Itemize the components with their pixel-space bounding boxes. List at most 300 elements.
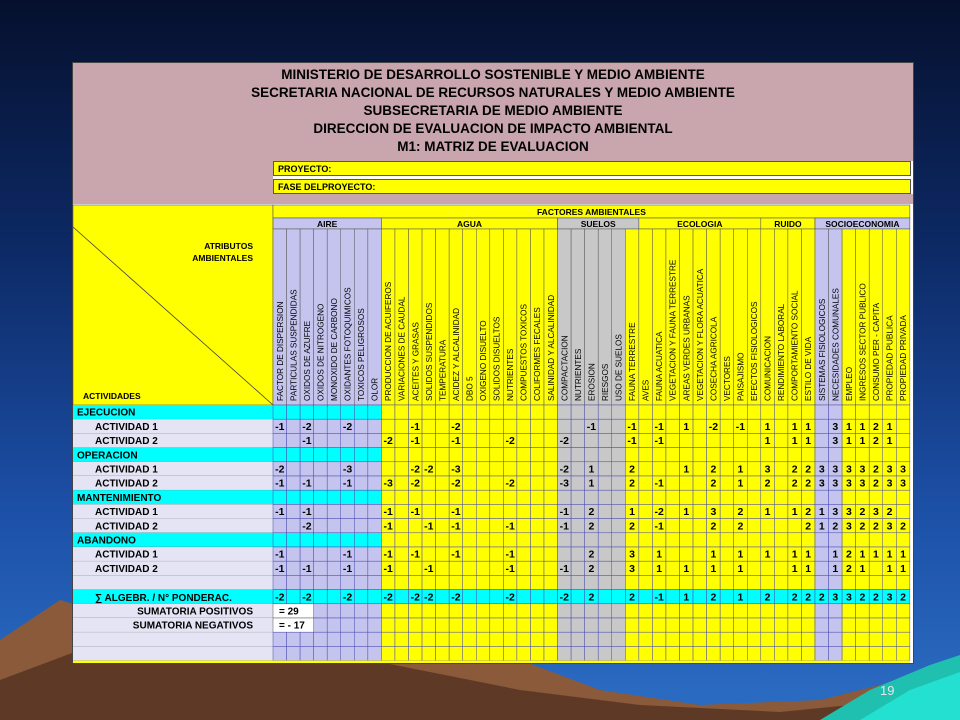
matrix-cell <box>544 433 558 447</box>
matrix-cell <box>544 604 558 618</box>
matrix-cell <box>558 533 572 547</box>
matrix-cell <box>517 646 531 660</box>
matrix-cell <box>341 405 355 419</box>
matrix-cell <box>517 618 531 632</box>
matrix-cell <box>544 405 558 419</box>
matrix-cell <box>896 504 910 518</box>
matrix-cell <box>436 575 450 589</box>
matrix-cell <box>720 405 734 419</box>
matrix-cell <box>314 519 328 533</box>
column-label: COMUNICACION <box>763 335 773 401</box>
matrix-cell <box>517 448 531 462</box>
matrix-cell <box>530 561 544 575</box>
matrix-cell <box>544 490 558 504</box>
matrix-cell <box>341 504 355 518</box>
matrix-cell <box>666 590 680 604</box>
matrix-cell <box>801 405 815 419</box>
column-label: NECESIDADES COMUNALES <box>831 288 841 401</box>
matrix-cell <box>544 575 558 589</box>
matrix-cell <box>558 490 572 504</box>
matrix-cell <box>774 462 788 476</box>
matrix-cell <box>801 490 815 504</box>
matrix-cell <box>707 632 721 646</box>
matrix-cell <box>883 448 897 462</box>
matrix-cell <box>747 504 761 518</box>
matrix-cell <box>680 618 694 632</box>
matrix-cell <box>381 646 395 660</box>
matrix-cell <box>652 533 666 547</box>
matrix-cell <box>693 646 707 660</box>
matrix-cell <box>747 646 761 660</box>
cell-value: -2 <box>505 477 515 490</box>
matrix-cell <box>680 448 694 462</box>
matrix-cell <box>734 632 748 646</box>
matrix-cell <box>354 590 368 604</box>
matrix-cell <box>598 405 612 419</box>
cell-value: -2 <box>708 420 719 433</box>
matrix-cell <box>747 448 761 462</box>
matrix-cell <box>327 547 341 561</box>
matrix-cell <box>341 519 355 533</box>
matrix-cell <box>883 575 897 589</box>
cell-value: 1 <box>683 562 690 575</box>
sum-label: ∑ ALGEBR. / N° PONDERAC. <box>95 592 232 604</box>
cell-value: 1 <box>737 562 744 575</box>
column-label: USO DE SUELOS <box>614 334 624 401</box>
matrix-cell <box>327 504 341 518</box>
matrix-cell <box>463 646 477 660</box>
matrix-cell <box>544 618 558 632</box>
matrix-cell <box>585 448 599 462</box>
matrix-cell <box>856 604 870 618</box>
matrix-cell <box>734 490 748 504</box>
matrix-cell <box>395 504 409 518</box>
matrix-cell <box>395 519 409 533</box>
cell-value: 1 <box>588 477 595 490</box>
matrix-cell <box>341 448 355 462</box>
matrix-cell <box>585 618 599 632</box>
matrix-cell <box>612 547 626 561</box>
matrix-cell <box>571 405 585 419</box>
matrix-cell <box>368 490 382 504</box>
matrix-cell <box>612 419 626 433</box>
matrix-cell <box>571 419 585 433</box>
matrix-cell <box>449 490 463 504</box>
matrix-cell <box>720 490 734 504</box>
matrix-cell <box>774 519 788 533</box>
cell-value: 1 <box>805 562 812 575</box>
matrix-cell <box>544 561 558 575</box>
matrix-cell <box>869 561 883 575</box>
cell-value: -1 <box>302 506 312 519</box>
matrix-cell <box>395 632 409 646</box>
cell-value: -2 <box>342 420 353 433</box>
matrix-cell <box>544 476 558 490</box>
matrix-cell <box>368 476 382 490</box>
matrix-cell <box>490 519 504 533</box>
matrix-cell <box>503 419 517 433</box>
matrix-cell <box>680 519 694 533</box>
cell-value: -1 <box>451 520 461 533</box>
column-label: VARIACIONES DE CAUDAL <box>397 296 407 401</box>
column-label: DBO 5 <box>465 376 475 401</box>
matrix-cell <box>571 519 585 533</box>
matrix-cell <box>354 547 368 561</box>
matrix-cell <box>354 490 368 504</box>
fase-proyecto-field[interactable]: FASE DELPROYECTO: <box>273 179 911 194</box>
matrix-cell <box>287 575 301 589</box>
matrix-cell <box>734 575 748 589</box>
matrix-cell <box>747 547 761 561</box>
matrix-cell <box>707 405 721 419</box>
column-label: PAISAJISMO <box>736 352 746 401</box>
matrix-cell <box>571 533 585 547</box>
matrix-cell <box>680 646 694 660</box>
matrix-cell <box>598 462 612 476</box>
column-label: AREAS VERDES URBANAS <box>682 295 692 401</box>
cell-value: 2 <box>710 463 717 476</box>
matrix-cell <box>666 504 680 518</box>
matrix-cell <box>774 646 788 660</box>
matrix-cell <box>612 476 626 490</box>
matrix-cell <box>517 476 531 490</box>
cell-value: -1 <box>654 420 664 433</box>
cell-value: -1 <box>383 520 393 533</box>
matrix-cell <box>436 419 450 433</box>
matrix-cell <box>774 547 788 561</box>
matrix-cell <box>490 618 504 632</box>
matrix-cell <box>747 632 761 646</box>
matrix-cell <box>639 419 653 433</box>
cell-value: 3 <box>832 463 839 476</box>
matrix-cell <box>490 646 504 660</box>
matrix-cell <box>869 575 883 589</box>
matrix-cell <box>774 433 788 447</box>
cell-value: 2 <box>805 477 812 490</box>
cell-value: -1 <box>654 591 664 604</box>
page-number: 19 <box>880 683 895 698</box>
matrix-cell <box>354 561 368 575</box>
cell-value: 1 <box>791 435 798 448</box>
matrix-cell <box>815 433 829 447</box>
matrix-cell <box>869 646 883 660</box>
matrix-cell <box>476 561 490 575</box>
matrix-cell <box>598 604 612 618</box>
matrix-cell <box>327 405 341 419</box>
cell-value: 2 <box>832 520 839 533</box>
matrix-cell <box>612 618 626 632</box>
section-label: OPERACION <box>77 450 138 462</box>
matrix-cell <box>761 448 775 462</box>
matrix-cell <box>720 632 734 646</box>
matrix-cell <box>287 433 301 447</box>
matrix-cell <box>585 433 599 447</box>
matrix-cell <box>652 448 666 462</box>
cell-value: 2 <box>764 477 771 490</box>
cell-value: 1 <box>629 506 635 519</box>
matrix-cell <box>314 547 328 561</box>
matrix-cell <box>788 405 802 419</box>
matrix-cell <box>666 533 680 547</box>
cell-value: -1 <box>654 477 664 490</box>
matrix-cell <box>761 646 775 660</box>
matrix-cell <box>693 618 707 632</box>
matrix-cell <box>680 575 694 589</box>
cell-value: -2 <box>451 591 461 604</box>
matrix-cell <box>598 476 612 490</box>
cell-value: 1 <box>683 591 690 604</box>
matrix-cell <box>368 419 382 433</box>
cell-value: 3 <box>832 420 839 433</box>
cell-value: -2 <box>383 591 393 604</box>
matrix-cell <box>409 575 423 589</box>
matrix-cell <box>422 646 436 660</box>
matrix-cell <box>761 405 775 419</box>
column-label: VEGETACION Y FLORA ACUATICA <box>695 268 705 401</box>
cell-value: -3 <box>342 463 353 476</box>
matrix-cell <box>436 561 450 575</box>
matrix-cell <box>544 632 558 646</box>
cell-value: 1 <box>791 506 798 519</box>
matrix-cell <box>666 519 680 533</box>
matrix-cell <box>314 462 328 476</box>
matrix-cell <box>476 462 490 476</box>
matrix-cell <box>544 590 558 604</box>
matrix-cell <box>896 419 910 433</box>
column-label: EFECTOS FISIOLOGICOS <box>750 301 760 401</box>
column-label: NUTRIENTES <box>506 348 516 401</box>
matrix-cell <box>856 618 870 632</box>
matrix-cell <box>503 533 517 547</box>
matrix-cell <box>341 575 355 589</box>
matrix-cell <box>571 448 585 462</box>
total-label: SUMATORIA NEGATIVOS <box>132 620 253 632</box>
cell-value: -1 <box>383 562 393 575</box>
matrix-cell <box>571 490 585 504</box>
matrix-cell <box>842 490 856 504</box>
matrix-cell <box>734 405 748 419</box>
cell-value: 1 <box>764 548 771 561</box>
matrix-cell <box>734 604 748 618</box>
matrix-cell <box>774 476 788 490</box>
matrix-cell <box>815 632 829 646</box>
matrix-cell <box>476 405 490 419</box>
matrix-cell <box>409 533 423 547</box>
matrix-cell <box>585 533 599 547</box>
column-label: CONSUMO PER - CAPITA <box>871 302 881 401</box>
matrix-cell <box>883 405 897 419</box>
matrix-cell <box>625 405 639 419</box>
matrix-cell <box>761 575 775 589</box>
cell-value: 1 <box>764 506 771 519</box>
cell-value: 1 <box>832 548 839 561</box>
matrix-cell <box>422 575 436 589</box>
cell-value: -1 <box>424 520 434 533</box>
cell-value: 3 <box>845 520 852 533</box>
matrix-cell <box>761 490 775 504</box>
matrix-cell <box>517 405 531 419</box>
matrix-cell <box>314 419 328 433</box>
matrix-cell <box>436 618 450 632</box>
matrix-cell <box>815 618 829 632</box>
matrix-cell <box>354 504 368 518</box>
bottom-fill <box>73 661 910 663</box>
matrix-cell <box>788 448 802 462</box>
cell-value: 2 <box>805 520 812 533</box>
column-label: SOLIDOS SUSPENDIDOS <box>424 302 434 401</box>
column-label: PROPIEDAD PRIVADA <box>899 315 909 401</box>
matrix-cell <box>341 618 355 632</box>
matrix-cell <box>571 433 585 447</box>
cell-value: 2 <box>873 420 879 433</box>
matrix-cell <box>354 433 368 447</box>
cell-value: -2 <box>383 435 393 448</box>
matrix-cell <box>476 632 490 646</box>
column-label: PARTICULAS SUSPENDIDAS <box>289 289 299 401</box>
matrix-cell <box>693 547 707 561</box>
matrix-cell <box>666 476 680 490</box>
cell-value: 2 <box>805 463 812 476</box>
matrix-cell <box>896 533 910 547</box>
matrix-cell <box>530 575 544 589</box>
matrix-cell <box>354 448 368 462</box>
matrix-cell <box>287 646 301 660</box>
matrix-cell <box>327 476 341 490</box>
spreadsheet <box>72 62 914 664</box>
cell-value: 3 <box>818 463 825 476</box>
matrix-cell <box>287 462 301 476</box>
cell-value: 2 <box>859 591 866 604</box>
cell-value: -2 <box>410 477 420 490</box>
cell-value: 1 <box>845 420 852 433</box>
column-label: COLIFORMES FECALES <box>533 307 543 401</box>
proyecto-field[interactable]: PROYECTO: <box>273 161 911 176</box>
matrix-cell <box>354 533 368 547</box>
matrix-cell <box>693 405 707 419</box>
matrix-cell <box>327 419 341 433</box>
cell-value: -2 <box>559 435 569 448</box>
cell-value: 2 <box>859 520 866 533</box>
matrix-cell <box>530 405 544 419</box>
matrix-cell <box>747 533 761 547</box>
matrix-cell <box>612 575 626 589</box>
matrix-cell <box>409 632 423 646</box>
matrix-cell <box>747 618 761 632</box>
cell-value: -1 <box>654 435 664 448</box>
matrix-cell <box>490 433 504 447</box>
matrix-cell <box>598 618 612 632</box>
matrix-cell <box>422 433 436 447</box>
matrix-cell <box>544 646 558 660</box>
cell-value: -1 <box>559 520 569 533</box>
cell-value: -1 <box>451 435 461 448</box>
cell-value: 3 <box>900 477 906 490</box>
activity-label: ACTIVIDAD 2 <box>95 478 158 490</box>
matrix-cell <box>761 618 775 632</box>
matrix-cell <box>666 490 680 504</box>
matrix-cell <box>354 405 368 419</box>
matrix-cell <box>300 462 314 476</box>
matrix-cell <box>436 462 450 476</box>
matrix-cell <box>287 405 301 419</box>
matrix-cell <box>747 490 761 504</box>
matrix-cell <box>612 604 626 618</box>
matrix-cell <box>395 476 409 490</box>
matrix-cell <box>368 448 382 462</box>
matrix-cell <box>869 490 883 504</box>
matrix-cell <box>896 575 910 589</box>
matrix-cell <box>625 604 639 618</box>
matrix-cell <box>449 575 463 589</box>
matrix-cell <box>693 504 707 518</box>
cell-value: 1 <box>791 562 798 575</box>
matrix-cell <box>558 604 572 618</box>
matrix-cell <box>436 632 450 646</box>
matrix-cell <box>449 533 463 547</box>
matrix-cell <box>449 632 463 646</box>
matrix-cell <box>666 561 680 575</box>
matrix-cell <box>693 632 707 646</box>
matrix-cell <box>314 561 328 575</box>
cell-value: 2 <box>737 506 744 519</box>
matrix-cell <box>300 547 314 561</box>
cell-value: 1 <box>832 562 839 575</box>
matrix-cell <box>747 419 761 433</box>
matrix-cell <box>585 604 599 618</box>
matrix-cell <box>801 604 815 618</box>
matrix-cell <box>842 575 856 589</box>
cell-value: 3 <box>832 506 839 519</box>
matrix-cell <box>639 547 653 561</box>
matrix-cell <box>530 419 544 433</box>
matrix-cell <box>368 561 382 575</box>
cell-value: 1 <box>886 435 893 448</box>
matrix-cell <box>720 476 734 490</box>
blank-row <box>73 575 273 589</box>
matrix-cell <box>652 646 666 660</box>
matrix-cell <box>273 448 287 462</box>
activity-label: ACTIVIDAD 1 <box>95 464 158 476</box>
column-label: RENDIMIENTO LABORAL <box>777 303 787 401</box>
matrix-cell <box>856 632 870 646</box>
cell-value: 3 <box>859 463 866 476</box>
matrix-cell <box>707 433 721 447</box>
matrix-cell <box>707 604 721 618</box>
matrix-cell <box>625 490 639 504</box>
matrix-cell <box>571 646 585 660</box>
matrix-cell <box>558 632 572 646</box>
total-label: SUMATORIA POSITIVOS <box>137 606 253 618</box>
matrix-cell <box>774 604 788 618</box>
matrix-cell <box>436 476 450 490</box>
matrix-cell <box>883 604 897 618</box>
matrix-cell <box>747 575 761 589</box>
column-label: OXIDOS DE NITROGENO <box>316 303 326 401</box>
matrix-cell <box>503 405 517 419</box>
matrix-cell <box>625 632 639 646</box>
matrix-cell <box>707 533 721 547</box>
cell-value: -1 <box>342 548 353 561</box>
matrix-cell <box>449 448 463 462</box>
cell-value: -2 <box>424 463 434 476</box>
matrix-cell <box>788 646 802 660</box>
matrix-cell <box>463 433 477 447</box>
matrix-cell <box>517 490 531 504</box>
matrix-cell <box>463 561 477 575</box>
matrix-cell <box>761 632 775 646</box>
column-label: VECTORES <box>722 356 732 401</box>
cell-value: 1 <box>737 463 744 476</box>
